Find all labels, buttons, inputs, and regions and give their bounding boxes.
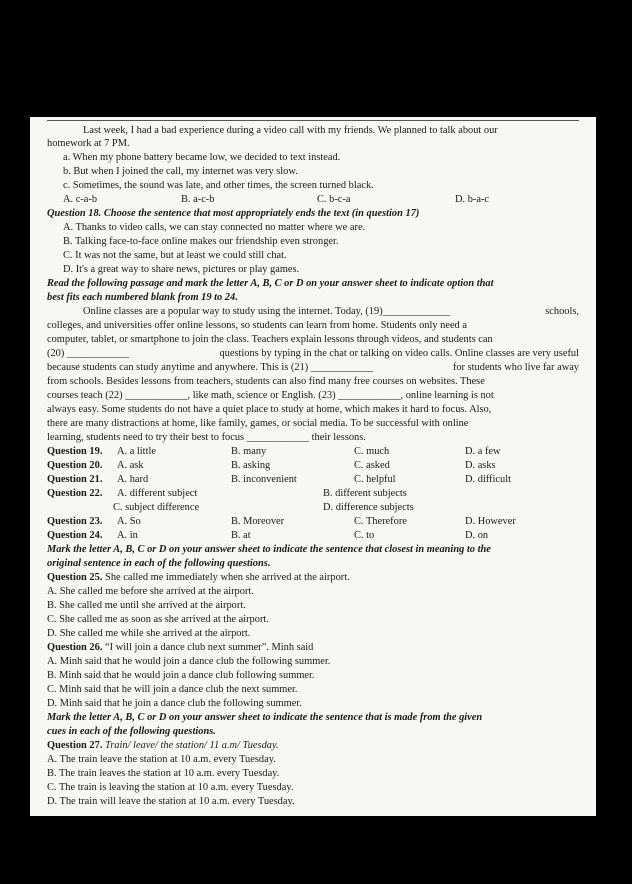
instruction-3-line-2: cues in each of the following questions. [47,726,216,737]
passage-text: because students can study anytime and anywhere. This is (21) [47,362,309,373]
passage-intro-line-1: Last week, I had a bad experience during a video call with my friends. We planned to talk about our [83,125,498,136]
instruction-3-line-1: Mark the letter A, B, C or D on your answer sheet to indicate the sentence that is made from the given [47,712,483,723]
passage-text: Online classes are a popular way to study using the internet. Today, (19) [83,306,383,317]
q23-label: Question 23. [47,516,103,527]
q25-option-d: D. She called me while she arrived at the airport. [47,628,251,639]
instruction-1-line-2: best fits each numbered blank from 19 to 24. [47,292,238,303]
q27-option-d: D. The train will leave the station at 10 a.m. every Tuesday. [47,796,295,807]
q19-label: Question 19. [47,446,103,457]
passage-text: courses teach (22) [47,390,123,401]
passage-line-7: courses teach (22) ____________, like math, science or English. (23) ____________, online learning is not [47,390,494,401]
q24-option-b: B. at [231,530,251,541]
q20-option-b: B. asking [231,460,271,471]
q19-option-b: B. many [231,446,267,457]
q20-label: Question 20. [47,460,103,471]
passage-line-2 [47,320,579,332]
q18-option-a: A. Thanks to video calls, we can stay connected no matter where we are. [63,222,366,233]
q25-label: Question 25. [47,572,103,583]
q26-option-d: D. Minh said that he join a dance club the following summer. [47,698,302,709]
q21-label: Question 21. [47,474,103,485]
q22-option-d: D. difference subjects [323,502,414,513]
passage-line-10: learning, students need to try their best to focus ____________ their lessons. [47,432,366,443]
passage-text: computer, tablet, or smartphone to join the class. Teachers explain lessons through videos, and students can [47,334,493,345]
header-rule [47,120,579,121]
q24-option-c: C. to [354,530,375,541]
instruction-2-line-2: original sentence in each of the following questions. [47,558,271,569]
q24-label: Question 24. [47,530,103,541]
q21-option-d: D. difficult [465,474,511,485]
q23-option-b: B. Moreover [231,516,285,527]
q17-option-c: C. b-c-a [317,194,351,205]
q27-label: Question 27. [47,740,103,751]
q26-stem [47,642,313,654]
q22-option-b: B. different subjects [323,488,407,499]
passage-text: questions by typing in the chat or talking on video calls. Online classes are very useful [219,348,579,359]
passage-text: for students who live far away [452,362,579,373]
passage-line-1: Online classes are a popular way to study using the internet. Today, (19)_____________ schools, [83,306,579,317]
q21-option-a: A. hard [117,474,149,485]
q19-option-d: D. a few [465,446,501,457]
passage-text: colleges, and universities offer online lessons, so students can learn from home. Students only need a [47,320,467,331]
q18-title: Question 18. Choose the sentence that most appropriately ends the text (in question 17) [47,208,420,219]
passage-line-4: (20) ____________ questions by typing in the chat or talking on video calls. Online classes are very useful [47,348,579,359]
q19-option-a: A. a little [117,446,156,457]
instruction-1-line-1: Read the following passage and mark the letter A, B, C or D on your answer sheet to indicate option that [47,278,494,289]
sentence-c: c. Sometimes, the sound was late, and other times, the screen turned black. [63,180,374,191]
q25-stem [47,572,350,584]
q26-text: “I will join a dance club next summer”. Minh said [105,642,314,653]
passage-text: (20) [47,348,65,359]
passage-intro-line-2: homework at 7 PM. [47,138,130,149]
instruction-2-line-1: Mark the letter A, B, C or D on your answer sheet to indicate the sentence that closest in meaning to the [47,544,491,555]
q21-option-b: B. inconvenient [231,474,297,485]
passage-text: always easy. Some students do not have a quiet place to study at home, which makes it hard to focus. Also, [47,404,492,415]
q23-option-a: A. So [117,516,141,527]
q19-option-c: C. much [354,446,390,457]
passage-text: , like math, science or English. (23) [187,390,336,401]
q26-label: Question 26. [47,642,103,653]
sentence-b: b. But when I joined the call, my internet was very slow. [63,166,298,177]
exam-page [30,117,596,816]
q18-option-b: B. Talking face-to-face online makes our friendship even stronger. [63,236,339,247]
q22-option-a: A. different subject [117,488,198,499]
q20-option-c: C. asked [354,460,390,471]
passage-text: their lessons. [311,432,366,443]
q27-option-c: C. The train is leaving the station at 10 a.m. every Tuesday. [47,782,294,793]
q25-option-b: B. She called me until she arrived at the airport. [47,600,246,611]
sentence-a: a. When my phone battery became low, we decided to text instead. [63,152,341,163]
passage-text: schools, [545,306,579,317]
passage-line-5: because students can study anytime and anywhere. This is (21) ____________ for students who live far away [47,362,579,373]
q26-option-a: A. Minh said that he would join a dance club the following summer. [47,656,331,667]
q22-label: Question 22. [47,488,103,499]
q17-option-d: D. b-a-c [455,194,490,205]
q24-option-a: A. in [117,530,138,541]
passage-line-3 [47,334,579,346]
q26-option-c: C. Minh said that he will join a dance club the next summer. [47,684,298,695]
q26-option-b: B. Minh said that he would join a dance club following summer. [47,670,315,681]
q18-option-d: D. It's a great way to share news, pictures or play games. [63,264,300,275]
q22-option-c: C. subject difference [113,502,200,513]
q25-option-c: C. She called me as soon as she arrived at the airport. [47,614,269,625]
q18-option-c: C. It was not the same, but at least we could still chat. [63,250,287,261]
q27-option-a: A. The train leave the station at 10 a.m. every Tuesday. [47,754,276,765]
passage-line-9 [47,418,579,430]
q27-cue: Train/ leave/ the station/ 11 a.m/ Tuesday. [105,740,279,751]
q27-stem [47,740,279,752]
q21-option-c: C. helpful [354,474,396,485]
passage-text: , online learning is not [400,390,494,401]
q17-option-b: B. a-c-b [181,194,215,205]
q20-option-d: D. asks [465,460,496,471]
q20-option-a: A. ask [117,460,144,471]
q25-option-a: A. She called me before she arrived at the airport. [47,586,254,597]
q17-option-a: A. c-a-b [63,194,98,205]
passage-text: there are many distractions at home, like family, games, or social media. To be successful with online [47,418,469,429]
q25-text: She called me immediately when she arrived at the airport. [105,572,350,583]
q24-option-d: D. on [465,530,489,541]
passage-line-6 [47,376,579,388]
q23-option-d: D. However [465,516,516,527]
passage-text: learning, students need to try their best to focus [47,432,245,443]
q23-option-c: C. Therefore [354,516,407,527]
passage-text: from schools. Besides lessons from teachers, students can also find many free courses on websites. These [47,376,485,387]
q27-option-b: B. The train leaves the station at 10 a.m. every Tuesday. [47,768,280,779]
passage-line-8 [47,404,579,416]
